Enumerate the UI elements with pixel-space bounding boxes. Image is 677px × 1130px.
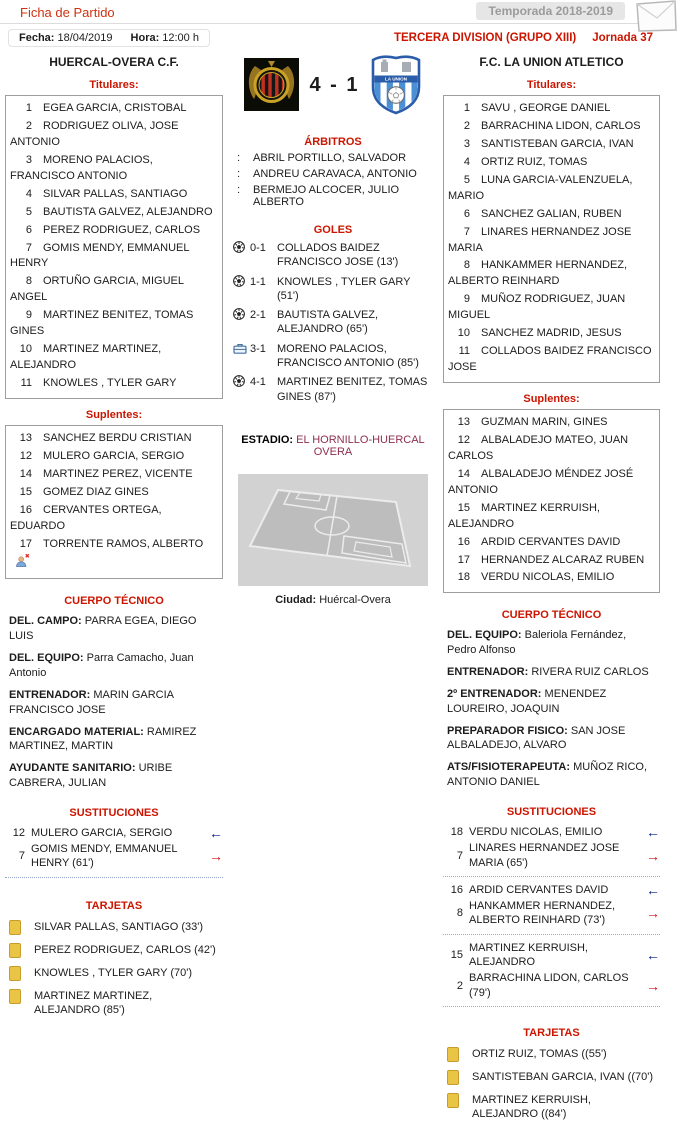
left-arrow-in-icon: ← xyxy=(646,824,660,841)
top-bar xyxy=(0,0,665,24)
player-row xyxy=(448,415,653,431)
home-titulares-box xyxy=(5,95,223,399)
player-name: TORRENTE RAMOS, ALBERTO xyxy=(43,537,204,550)
player-row xyxy=(10,101,216,117)
staff-role: ENCARGADO MATERIAL: xyxy=(9,725,144,738)
player-name: HANKAMMER HERNANDEZ, ALBERTO REINHARD (73') xyxy=(469,900,616,927)
referee-name: BERMEJO ALCOCER, JULIO ALBERTO xyxy=(253,184,400,208)
player-row xyxy=(10,485,216,501)
player-number: 4 xyxy=(463,155,470,168)
staff-row xyxy=(447,760,656,790)
player-number: 1 xyxy=(463,102,470,114)
player-row xyxy=(10,449,216,465)
player-number: 6 xyxy=(463,207,470,220)
player-name: SILVAR PALLAS, SANTIAGO (33') xyxy=(34,920,203,933)
home-team-column xyxy=(0,49,228,1130)
player-row xyxy=(10,537,216,573)
card-row xyxy=(447,1070,656,1085)
date-time-box xyxy=(8,29,210,47)
staff-role: DEL. CAMPO: xyxy=(9,615,82,628)
player-row xyxy=(448,553,653,569)
home-team-name: HUERCAL-OVERA C.F. xyxy=(49,55,179,69)
card-row xyxy=(9,989,219,1018)
player-row xyxy=(448,137,653,153)
city-name: Huércal-Overa xyxy=(319,593,391,606)
staff-name: Baleriola Fernández, Pedro Alfonso xyxy=(447,629,627,657)
field-image xyxy=(238,474,428,586)
player-number: 10 xyxy=(457,327,470,340)
referee-row: : BERMEJO ALCOCER, JULIO ALBERTO xyxy=(237,184,433,208)
away-cuerpo-title: CUERPO TÉCNICO xyxy=(501,609,602,622)
player-number: 15 xyxy=(450,949,463,962)
player-number: 7 xyxy=(456,849,463,862)
player-number: 5 xyxy=(25,205,32,218)
substitution-group xyxy=(443,822,660,877)
goal-score: 4-1 xyxy=(250,376,266,389)
player-row xyxy=(10,153,216,185)
person-with-red-x-icon xyxy=(15,558,30,570)
player-number: 3 xyxy=(463,137,470,150)
away-team-name: F.C. LA UNION ATLETICO xyxy=(479,55,624,69)
player-row xyxy=(10,376,216,392)
referee-name: ANDREU CARAVACA, ANTONIO xyxy=(253,168,417,180)
stadium-label: ESTADIO: xyxy=(241,433,294,446)
goal-scorer: COLLADOS BAIDEZ FRANCISCO JOSE (13') xyxy=(277,242,399,269)
player-row xyxy=(10,241,216,273)
away-team-column xyxy=(438,49,665,1130)
staff-row xyxy=(9,614,219,644)
staff-row xyxy=(9,651,219,681)
player-name: HERNANDEZ ALCARAZ RUBEN xyxy=(481,553,645,566)
player-name: GOMEZ DIAZ GINES xyxy=(43,485,149,498)
briefcase-icon xyxy=(233,342,250,371)
player-row xyxy=(448,258,653,290)
player-row xyxy=(448,155,653,171)
player-name: ORTIZ RUIZ, TOMAS ((55') xyxy=(472,1047,607,1060)
right-arrow-out-icon: → xyxy=(646,977,660,994)
right-arrow-out-icon: → xyxy=(646,905,660,922)
player-name: MARTINEZ KERRUISH, ALEJANDRO xyxy=(469,941,588,969)
player-number: 12 xyxy=(19,449,32,462)
away-suplentes-box xyxy=(443,409,660,593)
player-name: LINARES HERNANDEZ JOSE MARIA xyxy=(448,225,632,254)
player-name: SANTISTEBAN GARCIA, IVAN xyxy=(481,137,634,150)
goal-score: 0-1 xyxy=(250,242,266,254)
stadium-line xyxy=(233,434,433,458)
goal-row xyxy=(233,241,433,270)
goal-scorer: KNOWLES , TYLER GARY (51') xyxy=(277,275,411,302)
player-number: 4 xyxy=(25,187,32,200)
staff-row xyxy=(447,724,656,754)
player-row xyxy=(448,119,653,135)
player-number: 5 xyxy=(463,173,470,186)
date-label: Fecha: xyxy=(19,32,55,44)
player-row xyxy=(448,207,653,223)
staff-row xyxy=(9,761,219,791)
player-number: 17 xyxy=(19,537,32,550)
player-name: MARTINEZ BENITEZ, TOMAS GINES xyxy=(10,309,194,338)
player-row xyxy=(448,292,653,324)
player-number: 18 xyxy=(450,826,463,839)
goal-scorer: BAUTISTA GALVEZ, ALEJANDRO (65') xyxy=(277,309,379,336)
player-row xyxy=(10,223,216,239)
player-name: RODRIGUEZ OLIVA, JOSE ANTONIO xyxy=(10,119,179,148)
city-label: Ciudad: xyxy=(275,593,317,606)
player-number: 16 xyxy=(19,503,32,516)
player-row xyxy=(10,187,216,203)
player-name: BAUTISTA GALVEZ, ALEJANDRO xyxy=(43,205,213,218)
yellow-card-icon xyxy=(9,943,21,958)
away-titulares-box xyxy=(443,95,660,383)
match-date: 18/04/2019 xyxy=(57,32,113,44)
player-name: SANCHEZ BERDU CRISTIAN xyxy=(43,431,192,444)
goal-row xyxy=(233,342,433,371)
player-name: MORENO PALACIOS, FRANCISCO ANTONIO xyxy=(10,153,153,182)
player-name: MARTINEZ MARTINEZ, ALEJANDRO xyxy=(10,343,162,372)
player-name: EGEA GARCIA, CRISTOBAL xyxy=(43,102,187,114)
staff-role: ATS/FISIOTERAPEUTA: xyxy=(447,761,571,774)
card-row xyxy=(9,943,219,958)
soccer-ball-icon xyxy=(233,241,250,270)
player-number: 16 xyxy=(450,884,463,896)
home-sustituciones-title: SUSTITUCIONES xyxy=(69,806,159,819)
player-name: CERVANTES ORTEGA, EDUARDO xyxy=(10,503,162,532)
yellow-card-icon xyxy=(9,920,21,935)
card-row xyxy=(9,966,219,981)
player-number: 15 xyxy=(19,485,32,498)
envelope-icon[interactable] xyxy=(635,0,677,35)
yellow-card-icon xyxy=(447,1047,459,1062)
time-label: Hora: xyxy=(130,32,160,44)
player-name: LINARES HERNANDEZ JOSE MARIA (65') xyxy=(469,842,620,869)
staff-name: MARIN GARCIA FRANCISCO JOSE xyxy=(9,688,174,716)
player-name: MARTINEZ MARTINEZ, ALEJANDRO (85') xyxy=(34,989,153,1017)
player-row xyxy=(448,344,653,376)
player-number: 18 xyxy=(457,571,470,584)
soccer-ball-icon xyxy=(233,375,250,404)
card-row xyxy=(447,1047,656,1062)
away-titulares-title: Titulares: xyxy=(526,79,577,91)
player-number: 2 xyxy=(25,119,32,132)
player-number: 12 xyxy=(457,433,470,446)
player-name: ARDID CERVANTES DAVID xyxy=(469,883,609,896)
score: 4 - 1 xyxy=(309,74,360,96)
arbitros-title: ÁRBITROS xyxy=(304,136,362,148)
goal-score: 1-1 xyxy=(250,275,266,288)
player-name: ALBALADEJO MÉNDEZ JOSÉ ANTONIO xyxy=(448,467,634,496)
player-name: ORTIZ RUIZ, TOMAS xyxy=(481,155,588,168)
player-name: ALBALADEJO MATEO, JUAN CARLOS xyxy=(448,433,629,462)
player-number: 16 xyxy=(457,535,470,548)
player-number: 3 xyxy=(25,153,32,166)
player-name: MUÑOZ RODRIGUEZ, JUAN MIGUEL xyxy=(448,293,626,322)
right-arrow-out-icon: → xyxy=(209,848,223,865)
goal-row xyxy=(233,308,433,337)
player-number: 8 xyxy=(25,275,32,288)
referee-name: ABRIL PORTILLO, SALVADOR xyxy=(253,152,407,164)
home-suplentes-title: Suplentes: xyxy=(85,408,143,421)
player-name: MULERO GARCIA, SERGIO xyxy=(43,449,185,462)
player-row xyxy=(448,173,653,205)
player-row xyxy=(10,205,216,221)
player-name: MARTINEZ KERRUISH, ALEJANDRO ((84') xyxy=(472,1093,591,1121)
staff-name: URIBE CABRERA, JULIAN xyxy=(9,762,173,790)
left-arrow-in-icon: ← xyxy=(646,882,660,898)
soccer-ball-icon xyxy=(233,308,250,337)
player-name: SILVAR PALLAS, SANTIAGO xyxy=(43,187,188,200)
staff-role: DEL. EQUIPO: xyxy=(447,629,522,642)
player-name: ORTUÑO GARCIA, MIGUEL ANGEL xyxy=(10,275,184,304)
player-row xyxy=(10,342,216,374)
staff-row xyxy=(9,688,219,718)
player-number: 8 xyxy=(456,907,463,920)
substitution-group xyxy=(443,880,660,935)
goal-row xyxy=(233,275,433,304)
home-crest xyxy=(244,58,299,114)
staff-name: RAMIREZ MARTINEZ, MARTIN xyxy=(9,725,197,753)
player-number: 8 xyxy=(463,259,470,272)
player-name: GOMIS MENDY, EMMANUEL HENRY (61') xyxy=(31,843,178,870)
away-sustituciones-title: SUSTITUCIONES xyxy=(506,805,597,818)
staff-name: MENENDEZ LOUREIRO, JOAQUIN xyxy=(447,687,607,715)
player-name: BARRACHINA LIDON, CARLOS (79') xyxy=(469,972,629,999)
player-number: 9 xyxy=(463,293,470,306)
staff-role: ENTRENADOR: xyxy=(447,666,529,679)
player-row xyxy=(448,467,653,499)
player-row xyxy=(10,467,216,483)
sub-in-row xyxy=(443,883,660,897)
away-tarjetas-title: TARJETAS xyxy=(523,1026,580,1039)
referee-row: : ANDREU CARAVACA, ANTONIO xyxy=(237,168,417,180)
player-name: SANCHEZ MADRID, JESUS xyxy=(481,327,622,340)
sub-out-row xyxy=(443,971,660,1000)
svg-text:LA UNION: LA UNION xyxy=(384,76,407,82)
player-name: HANKAMMER HERNANDEZ, ALBERTO REINHARD xyxy=(448,259,628,288)
player-row xyxy=(10,274,216,306)
staff-name: MUÑOZ RICO, ANTONIO DANIEL xyxy=(447,761,648,789)
player-name: PEREZ RODRIGUEZ, CARLOS xyxy=(43,223,201,236)
season-badge: Temporada 2018-2019 xyxy=(476,2,625,20)
player-number: 11 xyxy=(20,377,32,389)
player-row xyxy=(448,570,653,586)
staff-name: SAN JOSE ALBALADEJO, ALVARO xyxy=(447,724,626,752)
player-number: 11 xyxy=(458,345,470,358)
yellow-card-icon xyxy=(447,1093,459,1108)
substitution-group xyxy=(443,938,660,1007)
goal-score: 3-1 xyxy=(250,342,266,355)
home-cuerpo-title: CUERPO TÉCNICO xyxy=(64,595,164,608)
player-name: MARTINEZ KERRUISH, ALEJANDRO xyxy=(448,501,600,530)
goal-scorer: MARTINEZ BENITEZ, TOMAS GINES (87') xyxy=(277,376,428,403)
right-arrow-out-icon: → xyxy=(646,847,660,864)
staff-row xyxy=(447,665,656,680)
left-arrow-in-icon: ← xyxy=(209,825,223,842)
staff-role: DEL. EQUIPO: xyxy=(9,652,84,665)
away-suplentes-title: Suplentes: xyxy=(523,393,580,405)
player-name: MARTINEZ PEREZ, VICENTE xyxy=(43,467,193,480)
player-number: 6 xyxy=(25,223,32,236)
city-line xyxy=(233,594,433,606)
player-number: 14 xyxy=(457,467,470,480)
sub-in-row xyxy=(443,825,660,839)
player-name: KNOWLES , TYLER GARY xyxy=(43,377,177,389)
player-name: MULERO GARCIA, SERGIO xyxy=(31,826,173,839)
player-number: 13 xyxy=(457,416,470,428)
player-number: 9 xyxy=(25,309,32,322)
player-row xyxy=(10,503,216,535)
staff-name: RIVERA RUIZ CARLOS xyxy=(531,666,649,679)
home-tarjetas-title: TARJETAS xyxy=(85,899,143,912)
substitution-group xyxy=(5,823,223,878)
player-name: COLLADOS BAIDEZ FRANCISCO JOSE xyxy=(448,345,652,374)
match-time: 12:00 h xyxy=(162,32,199,44)
player-name: VERDU NICOLAS, EMILIO xyxy=(481,571,615,584)
player-row xyxy=(448,101,653,117)
competition-name: TERCERA DIVISION (GRUPO XIII) xyxy=(393,32,577,44)
sub-in-row xyxy=(5,826,223,840)
player-number: 12 xyxy=(12,827,25,840)
center-column xyxy=(228,49,438,1130)
staff-name: PARRA EGEA, DIEGO LUIS xyxy=(9,615,197,643)
staff-row xyxy=(447,687,656,717)
home-titulares-title: Titulares: xyxy=(89,79,139,91)
jornada: Jornada 37 xyxy=(592,32,653,44)
player-number: 14 xyxy=(19,467,32,480)
player-name: SAVU , GEORGE DANIEL xyxy=(481,102,611,114)
goal-score: 2-1 xyxy=(250,309,266,322)
player-row xyxy=(10,119,216,151)
staff-role: PREPARADOR FISICO: xyxy=(447,724,568,737)
sub-in-row xyxy=(443,941,660,970)
card-row xyxy=(9,920,219,935)
goal-row xyxy=(233,375,433,404)
player-name: PEREZ RODRIGUEZ, CARLOS (42') xyxy=(34,943,216,956)
sub-out-row xyxy=(5,842,223,871)
player-name: KNOWLES , TYLER GARY (70') xyxy=(34,966,192,979)
match-info-bar xyxy=(0,24,665,49)
player-name: LUNA GARCIA-VALENZUELA, MARIO xyxy=(448,173,633,202)
staff-role: ENTRENADOR: xyxy=(9,688,91,701)
player-row xyxy=(448,501,653,533)
player-number: 13 xyxy=(19,431,32,444)
staff-role: AYUDANTE SANITARIO: xyxy=(9,762,136,775)
score-row xyxy=(233,53,433,118)
player-row xyxy=(10,308,216,340)
player-name: BARRACHINA LIDON, CARLOS xyxy=(481,119,641,132)
staff-row xyxy=(447,628,656,658)
player-number: 2 xyxy=(463,119,470,132)
player-row xyxy=(10,431,216,447)
left-arrow-in-icon: ← xyxy=(646,947,660,964)
soccer-ball-icon xyxy=(233,275,250,304)
staff-name: Parra Camacho, Juan Antonio xyxy=(9,652,194,679)
player-row xyxy=(448,326,653,342)
player-number: 7 xyxy=(463,225,470,238)
card-row xyxy=(447,1093,656,1122)
player-name: GOMIS MENDY, EMMANUEL HENRY xyxy=(10,241,190,270)
player-row xyxy=(448,225,653,257)
player-number: 2 xyxy=(456,979,463,992)
player-number: 17 xyxy=(457,553,470,566)
player-name: SANCHEZ GALIAN, RUBEN xyxy=(481,207,622,220)
referee-row: : ABRIL PORTILLO, SALVADOR xyxy=(237,152,407,164)
sub-out-row xyxy=(443,899,660,928)
goal-scorer: MORENO PALACIOS, FRANCISCO ANTONIO (85') xyxy=(277,342,419,370)
sub-out-row xyxy=(443,841,660,870)
stadium-name: EL HORNILLO-HUERCAL OVERA xyxy=(296,433,425,458)
home-suplentes-box xyxy=(5,425,223,580)
page-title: Ficha de Partido xyxy=(20,5,115,20)
player-number: 15 xyxy=(457,501,470,514)
away-crest xyxy=(370,53,422,118)
player-number: 1 xyxy=(25,102,32,114)
player-number: 7 xyxy=(25,241,32,254)
player-name: SANTISTEBAN GARCIA, IVAN ((70') xyxy=(472,1070,653,1083)
staff-role: 2º ENTRENADOR: xyxy=(447,687,542,700)
staff-row xyxy=(9,725,219,755)
player-number: 7 xyxy=(18,850,25,863)
goles-title: GOLES xyxy=(313,224,353,236)
yellow-card-icon xyxy=(447,1070,459,1085)
player-name: VERDU NICOLAS, EMILIO xyxy=(469,825,603,838)
yellow-card-icon xyxy=(9,989,21,1004)
player-row xyxy=(448,433,653,465)
player-name: GUZMAN MARIN, GINES xyxy=(481,416,608,428)
player-row xyxy=(448,535,653,551)
competition-line xyxy=(394,32,659,44)
player-number: 10 xyxy=(19,343,32,356)
yellow-card-icon xyxy=(9,966,21,981)
player-name: ARDID CERVANTES DAVID xyxy=(481,535,621,548)
